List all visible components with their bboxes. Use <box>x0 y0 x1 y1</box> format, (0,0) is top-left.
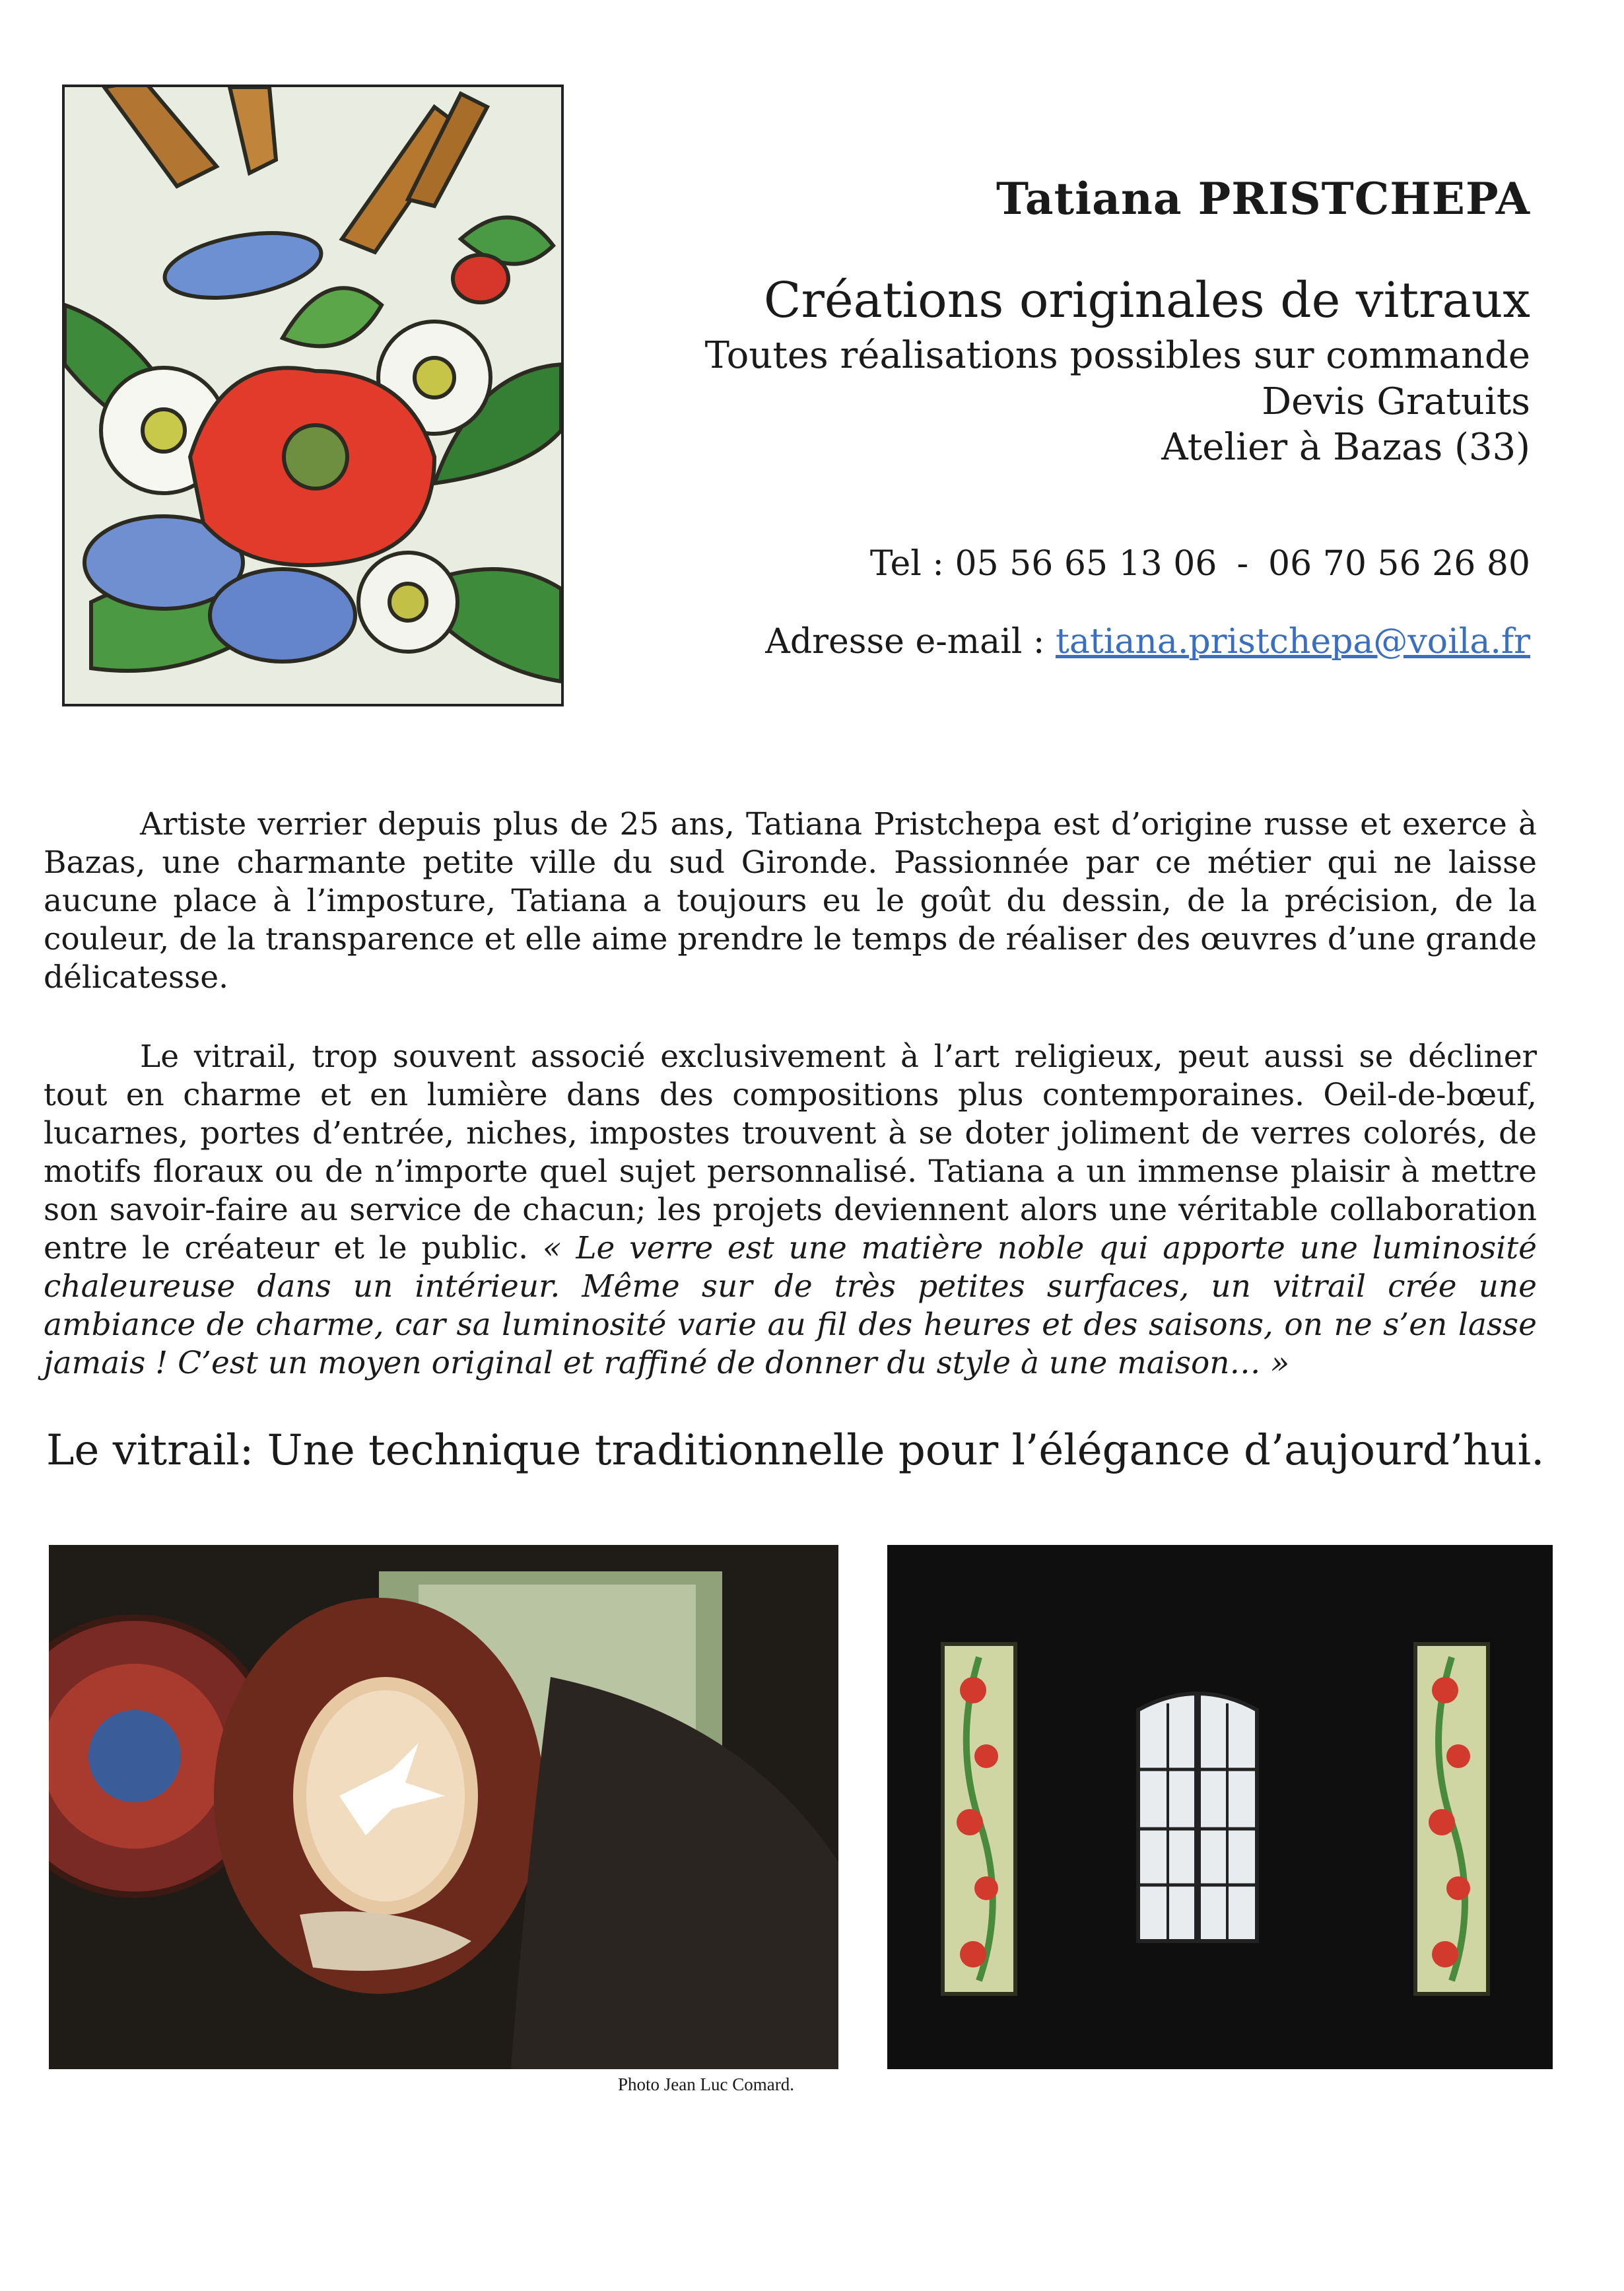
section-heading: Le vitrail: Une technique traditionnelle pour l’élégance d’aujourd’hui. <box>46 1426 1545 1475</box>
email-label: Adresse e-mail : <box>765 622 1045 662</box>
email-line <box>765 622 1530 662</box>
artisan-photo <box>49 1545 838 2069</box>
phone-label: Tel : <box>869 544 944 584</box>
email-link[interactable]: tatiana.pristchepa@voila.fr <box>1055 622 1530 662</box>
paragraph-vitrail <box>44 1038 1537 1383</box>
phone-number-1: 05 56 65 13 06 <box>955 544 1217 584</box>
paragraph-vitrail-text: Le vitrail, trop souvent associé exclusivement à l’art religieux, peut aussi se décliner tout en charme et en lumière dans des compositions plus contemporaines. Oeil-de-bœuf, lucarnes, portes d’entrée, niches, impostes trouvent à se doter joliment de verres colorés, de motifs floraux ou de n’importe quel sujet personnalisé. Tatiana a un immense plaisir à mettre son savoir-faire au service de chacun; les projets deviennent alors une véritable collaboration entre le créateur et le public. <box>44 1039 1537 1266</box>
phone-separator: - <box>1236 544 1249 584</box>
subtitle: Créations originales de vitraux <box>763 272 1530 329</box>
phone-line <box>870 544 1530 584</box>
workshop-location: Atelier à Bazas (33) <box>1161 426 1530 469</box>
paragraph-intro: Artiste verrier depuis plus de 25 ans, Tatiana Pristchepa est d’origine russe et exerce à Bazas, une charmante petite ville du sud Gironde. Passionnée par ce métier qui ne laisse aucune place à l’imposture, Tatiana a toujours eu le goût du dessin, de la précision, de la couleur, de la transparence et elle aime prendre le temps de réaliser des œuvres d’une grande délicatesse. <box>44 806 1537 996</box>
artist-name: Tatiana PRISTCHEPA <box>996 173 1530 224</box>
free-quote-line: Devis Gratuits <box>1262 380 1530 423</box>
artist-quote: « Le verre est une matière noble qui apporte une luminosité chaleureuse dans un intérieur. Même sur de très petites surfaces, un vitrail crée une ambiance de charme, car sa luminosité varie au fil des heures et des saisons, on ne s’en lasse jamais ! C’est un moyen original et raffiné de donner du style à une maison… » <box>44 1230 1537 1381</box>
phone-number-2: 06 70 56 26 80 <box>1268 544 1530 584</box>
door-panels-photo <box>887 1545 1553 2069</box>
stained-glass-flowers-image <box>62 85 564 706</box>
photo-caption: Photo Jean Luc Comard. <box>618 2074 794 2094</box>
commission-line: Toutes réalisations possibles sur commande <box>704 334 1530 377</box>
